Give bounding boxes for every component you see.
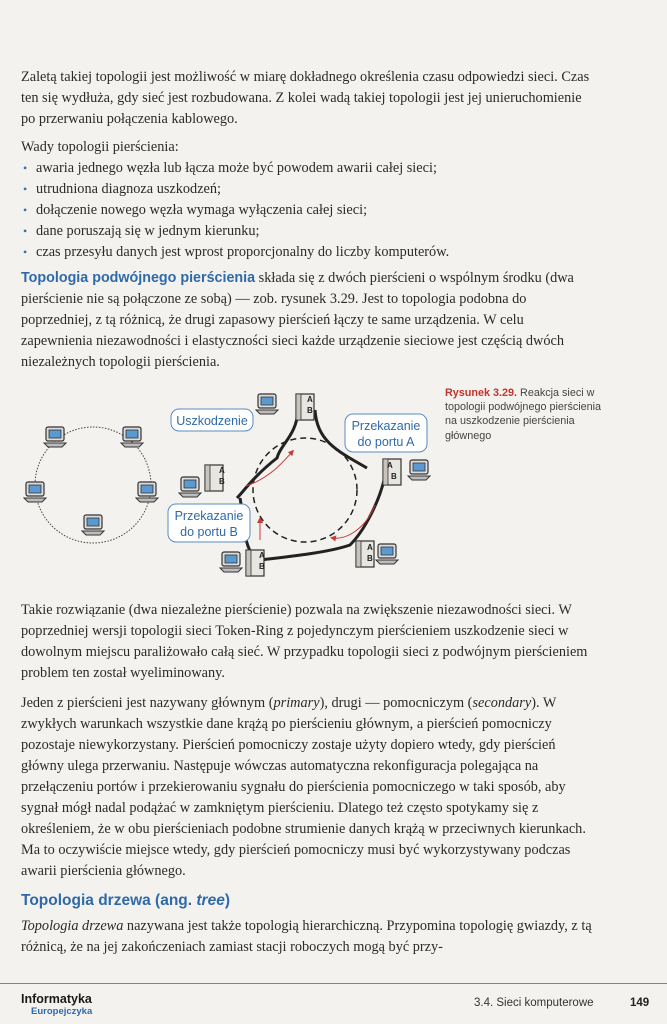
computer-icon (408, 460, 430, 480)
port-b-label: B (391, 472, 397, 481)
svg-text:Przekazanie: Przekazanie (351, 419, 421, 433)
callout-failure-text: Uszkodzenie (176, 414, 248, 428)
list-item: • utrudniona diagnoza uszkodzeń; (21, 179, 598, 200)
computer-icon (121, 427, 143, 447)
term-dual-ring: Topologia podwójnego pierścienia (21, 270, 256, 286)
figure-caption (445, 386, 605, 443)
left-ring-diagram (24, 427, 158, 543)
port-b-label: B (219, 477, 225, 486)
port-a-label: A (307, 395, 313, 404)
svg-text:do portu B: do portu B (180, 525, 238, 539)
computer-icon (136, 482, 158, 502)
paragraph-tree: Topologia drzewa nazywana jest także topologią hierarchiczną. Przypomina topologię gwiazdy, z tą różnicą, że na jej zakończeniach zamiast stacji roboczych mogą być przy- (21, 918, 592, 955)
computer-icon (256, 394, 278, 414)
page-number: 149 (630, 997, 650, 1009)
port-a-label: A (367, 543, 373, 552)
computer-icon (24, 482, 46, 502)
paragraph-primary-secondary: Jeden z pierścieni jest nazywany głównym (primary), drugi — pomocniczym (secondary). W zwykłych warunkach wszystkie dane krążą po pierścieniu głównym, a pierścień pomocniczy pozostaje niewykorzystany. Pierścień pomocniczy zostaje użyty dopiero wtedy, gdy pierścień główny ulega przerwaniu. Następuje wówczas automatyczna rekonfiguracja polegająca na przełączeniu portów i przekierowaniu sygnału do pierścienia pomocniczego w taki sposób, aby sygnał mógł nadal podążać w zamkniętym pierścieniu. Dlatego też często spotykamy się z określeniem, że w obu pierścieniach podobne strumienie danych krążą w przeciwnych kierunkach. Ma to oczywiście miejsce wtedy, gdy pierścień pomocniczy musi być wykorzystywany podczas awarii pierścienia głównego. (21, 695, 586, 879)
computer-icon (44, 427, 66, 447)
callout-forward-b (168, 504, 250, 542)
svg-text:do portu A: do portu A (357, 435, 415, 449)
footer-logo (21, 992, 92, 1018)
brand-line-1: Informatyka (21, 992, 92, 1006)
callout-forward-a (345, 414, 427, 452)
dual-ring-text: składa się z dwóch pierścieni o wspólnym środku (dwa pierścienie nie są połączone ze sobą) — zob. rysunek 3.29. Jest to topologia podobna do poprzedniej, z tą różnicą, że drugi zapasowy pierścień łączy te same urządzenia. W celu zapewnienia niezawodności i elastyczności sieci każde urządzenie sieciowe jest częścią dwóch niezależnych topologii pierścienia. (21, 270, 574, 370)
computer-icon (376, 544, 398, 564)
port-a-label: A (387, 461, 393, 470)
svg-text:Przekazanie: Przekazanie (174, 509, 244, 523)
computer-icon (82, 515, 104, 535)
port-a-label: A (259, 551, 265, 560)
figure-dual-ring (15, 380, 440, 595)
computer-icon (179, 477, 201, 497)
paragraph-solution: Takie rozwiązanie (dwa niezależne pierścienie) pozwala na zwiększenie niezawodności sieci. W poprzedniej wersji topologii sieci Token-Ring z pojedynczym pierścieniem uszkodzenie sieci w dowolnym miejscu paraliżowało całą sieć. W przypadku topologii sieci z podwójnym pierścieniem problem ten został wyeliminowany. (21, 602, 588, 681)
disadvantages-heading: Wady topologii pierścienia: (21, 139, 179, 155)
list-item: • czas przesyłu danych jest wprost proporcjonalny do liczby komputerów. (21, 242, 598, 263)
caption-text: Reakcja sieci w topologii podwójnego pierścienia na uszkodzenie pierścienia głównego (445, 387, 602, 442)
footer-divider (0, 983, 667, 984)
port-a-label: A (219, 466, 225, 475)
list-item: • awaria jednego węzła lub łącza może być powodem awarii całej sieci; (21, 158, 598, 179)
port-b-label: B (259, 562, 265, 571)
list-item: • dane poruszają się w jednym kierunku; (21, 221, 598, 242)
term-tree: Topologia drzewa (21, 918, 124, 934)
brand-line-2: Europejczyka (31, 1006, 93, 1017)
callout-failure (171, 409, 253, 431)
paragraph-advantage: Zaletą takiej topologii jest możliwość w miarę dokładnego określenia czasu odpowiedzi sieci. Czas ten się wydłuża, gdy sieć jest rozbudowana. Z kolei wadą takiej topologii jest jej unieruchomienie po przerwaniu połączenia kablowego. (21, 69, 590, 127)
list-item: • dołączenie nowego węzła wymaga wyłączenia całej sieci; (21, 200, 598, 221)
port-b-label: B (367, 554, 373, 563)
port-b-label: B (307, 406, 313, 415)
computer-icon (220, 552, 242, 572)
section-heading-tree: Topologia drzewa (ang. tree) (21, 892, 230, 909)
caption-number: Rysunek 3.29. (445, 387, 518, 399)
disadvantages-list (21, 158, 598, 263)
paragraph-dual-ring (21, 268, 598, 373)
footer-section-title: 3.4. Sieci komputerowe (474, 997, 594, 1009)
